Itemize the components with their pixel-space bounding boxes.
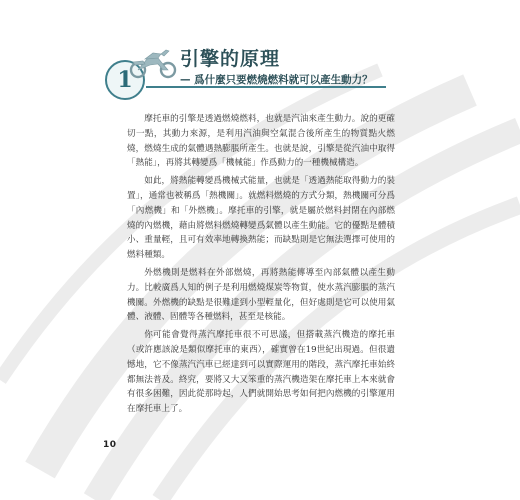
motorcycle-icon: [128, 44, 178, 80]
chapter-number: 1: [117, 67, 133, 93]
body-text: [127, 112, 395, 420]
paragraph: 外燃機則是燃料在外部燃燒，再將熱能傳導至內部氣體以產生動力。比較廣爲人知的例子是利用燃燒煤炭等物質，使水蒸汽膨脹的蒸汽機關。外燃機的缺點是很難達到小型輕量化，但好處則是它可以使用氣體、液體、固體等各種燃料，甚至是核能。: [127, 267, 395, 323]
paragraph: 摩托車的引擎是透過燃燒燃料，也就是汽油來產生動力。說的更確切一點，其動力來源，是利用汽油與空氣混合後所產生的物質點火燃燒，燃燒生成的氣體遇熱膨脹所產生。也就是說，引擎是從汽油中取得「熱能」，再將其轉變爲「機械能」作爲動力的一種機械構造。: [127, 114, 395, 169]
paragraph: 你可能會覺得蒸汽摩托車很不可思議，但搭載蒸汽機造的摩托車（或許應該說是類似摩托車的東西），確實曾在19世紀出現過。但很遺憾地，它不像蒸汽汽車已經達到可以實際運用的階段，蒸汽摩托車始終都無法普及。終究，要將又大又笨重的蒸汽機造架在摩托車上本來就會有很多困難，因此從那時起，人們就開始思考如何把內燃機的引擎運用在摩托車上了。: [127, 330, 395, 415]
chapter-title: 引擎的原理: [180, 48, 281, 70]
page-number: 10: [103, 440, 117, 450]
title-underline: [146, 86, 386, 88]
chapter-subtitle: — 爲什麼只要燃燒燃料就可以產生動力？: [180, 74, 373, 86]
paragraph: 如此，將熱能轉變爲機械式能量，也就是「透過熱能取得動力的裝置」，通常也被稱爲「熱機關」。就燃料燃燒的方式分類，熱機關可分爲「內燃機」和「外燃機」。摩托車的引擎，就是屬於燃料封閉在內部燃燒的內燃機，藉由將燃料燃燒轉變爲氣體以產生動能。它的優點是體積小、重量輕，且可有效率地轉換熱能；而缺點則是它無法選擇可使用的燃料種類。: [127, 176, 395, 261]
